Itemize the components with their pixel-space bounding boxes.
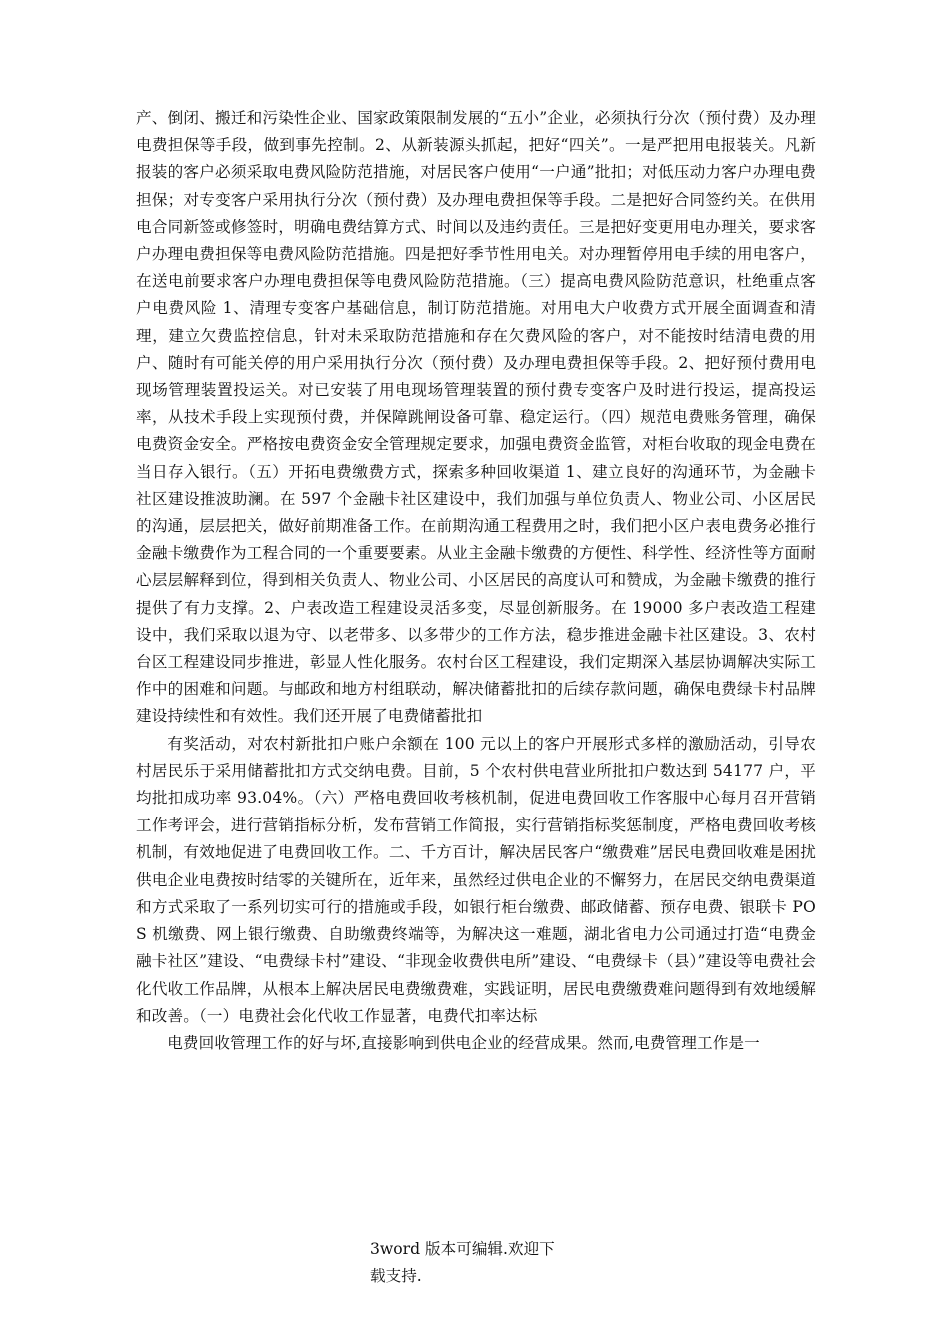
page-footer: 3word 版本可编辑.欢迎下载支持. [370, 1240, 555, 1285]
document-body [136, 105, 816, 1057]
paragraph-2: 有奖活动，对农村新批扣户账户余额在 100 元以上的客户开展形式多样的激励活动，引导农村居民乐于采用储蓄批扣方式交纳电费。目前，5 个农村供电营业所批扣户数达到 54177 户，平均批扣成功率 93.04%。（六）严格电费回收考核机制，促进电费回收工作客服中心每月召开营销工作考评会，进行营销指标分析，发布营销工作简报，实行营销指标奖惩制度，严格电费回收考核机制，有效地促进了电费回收工作。二、千方百计，解决居民客户“缴费难”居民电费回收难是困扰供电企业电费按时结零的关键所在，近年来，虽然经过供电企业的不懈努力，在居民交纳电费渠道和方式采取了一系列切实可行的措施或手段，如银行柜台缴费、邮政储蓄、预存电费、银联卡 POS 机缴费、网上银行缴费、自助缴费终端等，为解决这一难题，湖北省电力公司通过打造“电费金融卡社区”建设、“电费绿卡村”建设、“非现金收费供电所”建设、“电费绿卡（县）”建设等电费社会化代收工作品牌，从根本上解决居民电费缴费难，实践证明，居民电费缴费难问题得到有效地缓解和改善。（一）电费社会化代收工作显著，电费代扣率达标 [136, 734, 816, 1025]
paragraph-1: 产、倒闭、搬迁和污染性企业、国家政策限制发展的“五小”企业，必须执行分次（预付费）及办理电费担保等手段，做到事先控制。2、从新装源头抓起，把好“四关”。一是严把用电报装关。凡新报装的客户必须采取电费风险防范措施，对居民客户使用“一户通”批扣；对低压动力客户办理电费担保；对专变客户采用执行分次（预付费）及办理电费担保等手段。二是把好合同签约关。在供用电合同新签或修签时，明确电费结算方式、时间以及违约责任。三是把好变更用电办理关，要求客户办理电费担保等电费风险防范措施。四是把好季节性用电关。对办理暂停用电手续的用电客户，在送电前要求客户办理电费担保等电费风险防范措施。（三）提高电费风险防范意识，杜绝重点客户电费风险 1、清理专变客户基础信息，制订防范措施。对用电大户收费方式开展全面调查和清理，建立欠费监控信息，针对未采取防范措施和存在欠费风险的客户，对不能按时结清电费的用户、随时有可能关停的用户采用执行分次（预付费）及办理电费担保等手段。2、把好预付费用电现场管理装置投运关。对已安装了用电现场管理装置的预付费专变客户及时进行投运，提高投运率，从技术手段上实现预付费，并保障跳闸设备可靠、稳定运行。（四）规范电费账务管理，确保电费资金安全。严格按电费资金安全管理规定要求，加强电费资金监管，对柜台收取的现金电费在当日存入银行。（五）开拓电费缴费方式，探索多种回收渠道 1、建立良好的沟通环节，为金融卡社区建设推波助澜。在 597 个金融卡社区建设中，我们加强与单位负责人、物业公司、小区居民的沟通，层层把关，做好前期准备工作。在前期沟通工程费用之时，我们把小区户表电费务必推行金融卡缴费作为工程合同的一个重要要素。从业主金融卡缴费的方便性、科学性、经济性等方面耐心层层解释到位，得到相关负责人、物业公司、小区居民的高度认可和赞成，为金融卡缴费的推行提供了有力支撑。2、户表改造工程建设灵活多变，尽显创新服务。在 19000 多户表改造工程建设中，我们采取以退为守、以老带多、以多带少的工作方法，稳步推进金融卡社区建设。3、农村台区工程建设同步推进，彰显人性化服务。农村台区工程建设，我们定期深入基层协调解决实际工作中的困难和问题。与邮政和地方村组联动，解决储蓄批扣的后续存款问题，确保电费绿卡村品牌建设持续性和有效性。我们还开展了电费储蓄批扣 [136, 109, 816, 726]
paragraph-3: 电费回收管理工作的好与坏,直接影响到供电企业的经营成果。然而,电费管理工作是一 [167, 1033, 760, 1052]
